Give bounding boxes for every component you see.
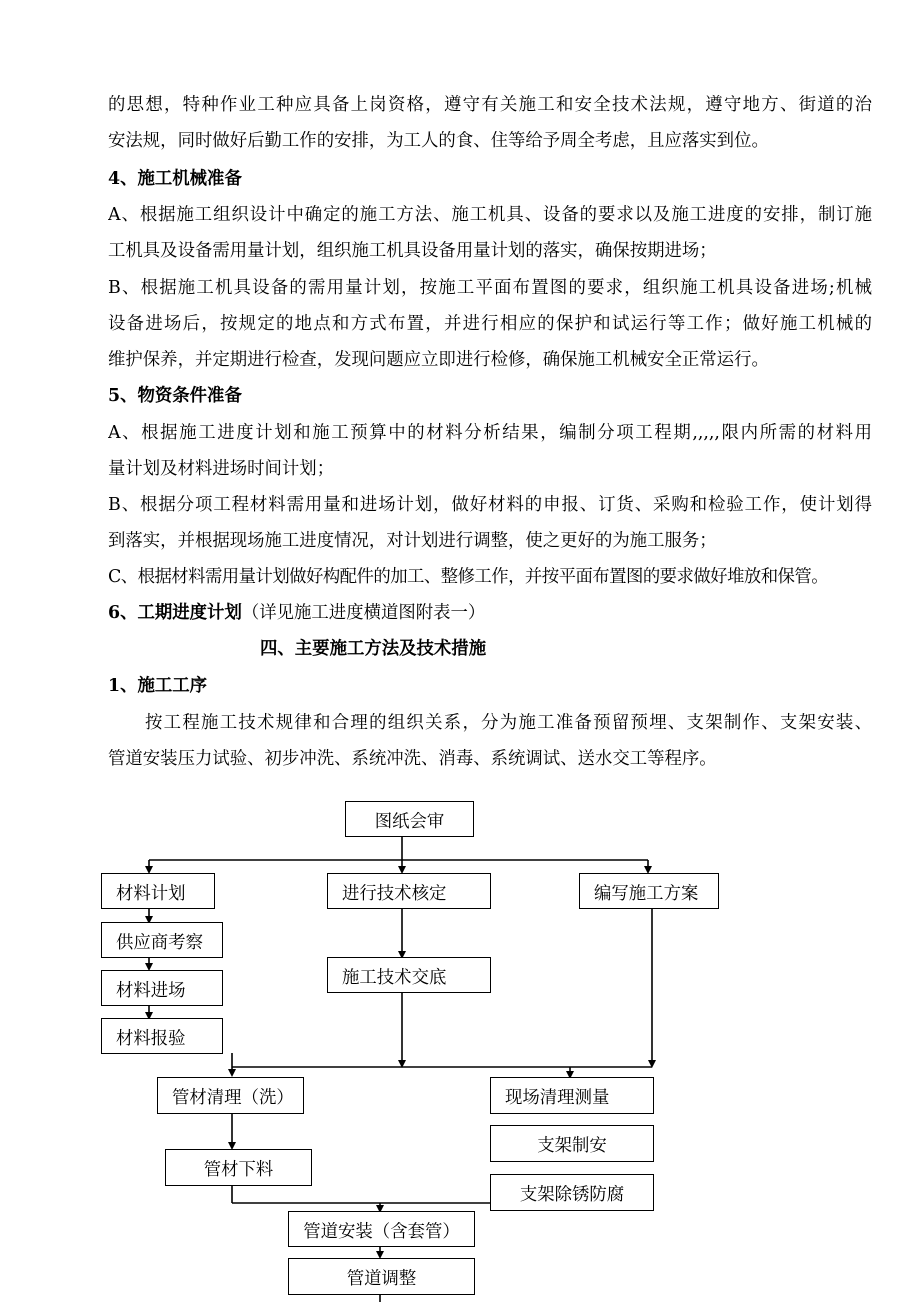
heading-schedule-bold: 6、工期进度计划	[108, 603, 242, 623]
site-survey-box: 现场清理测量	[490, 1077, 654, 1114]
paragraph-line: A、根据施工进度计划和施工预算中的材料分析结果，编制分项工程期,,,,,限内所需的材料用	[108, 423, 872, 443]
paragraph-line: 工机具及设备需用量计划，组织施工机具设备用量计划的落实，确保按期进场；	[108, 241, 717, 261]
construction-plan-box: 编写施工方案	[579, 873, 719, 909]
heading-materials: 5、物资条件准备	[108, 386, 242, 406]
paragraph-line: 到落实，并根据现场施工进度情况，对计划进行调整，使之更好的为施工服务；	[108, 531, 717, 551]
supplier-inspection-box: 供应商考察	[101, 922, 223, 958]
paragraph-line: 设备进场后，按规定的地点和方式布置，并进行相应的保护和试运行等工作；做好施工机械的	[108, 314, 872, 334]
paragraph-line: 安法规，同时做好后勤工作的安排，为工人的食、住等给予周全考虑，且应落实到位。	[108, 131, 769, 151]
tech-verification-box: 进行技术核定	[327, 873, 491, 909]
material-plan-box: 材料计划	[101, 873, 215, 909]
paragraph-line: 的思想，特种作业工种应具备上岗资格，遵守有关施工和安全技术法规，遵守地方、街道的治	[108, 95, 872, 115]
paragraph-line: 维护保养，并定期进行检查，发现问题应立即进行检修，确保施工机械安全正常运行。	[108, 350, 769, 370]
pipe-cutting-box: 管材下料	[165, 1149, 312, 1186]
paragraph-line: A、根据施工组织设计中确定的施工方法、施工机具、设备的要求以及施工进度的安排，制订施	[108, 205, 872, 225]
section-title: 四、主要施工方法及技术措施	[260, 639, 487, 659]
paragraph-line: 量计划及材料进场时间计划；	[108, 459, 335, 479]
pipe-cleaning-box: 管材清理（洗）	[157, 1077, 304, 1114]
material-inspection-box: 材料报验	[101, 1018, 223, 1054]
pipe-adjustment-box: 管道调整	[288, 1258, 475, 1295]
bracket-fabrication-box: 支架制安	[490, 1125, 654, 1162]
bracket-anticorrosion-box: 支架除锈防腐	[490, 1174, 654, 1211]
paragraph-line: B、根据施工机具设备的需用量计划，按施工平面布置图的要求，组织施工机具设备进场;机械	[108, 278, 872, 298]
paragraph-line: C、根据材料需用量计划做好构配件的加工、整修工作，并按平面布置图的要求做好堆放和保管。	[108, 567, 829, 587]
material-arrival-box: 材料进场	[101, 970, 223, 1006]
pipe-installation-box: 管道安装（含套管）	[288, 1211, 475, 1247]
paragraph-line: B、根据分项工程材料需用量和进场计划，做好材料的申报、订货、采购和检验工作，使计划得	[108, 495, 872, 515]
tech-briefing-box: 施工技术交底	[327, 957, 491, 993]
heading-machinery: 4、施工机械准备	[108, 169, 242, 189]
drawing-review-box: 图纸会审	[345, 801, 474, 837]
paragraph-line: 按工程施工技术规律和合理的组织关系，分为施工准备预留预埋、支架制作、支架安装、	[145, 713, 872, 733]
paragraph-line: 管道安装压力试验、初步冲洗、系统冲洗、消毒、系统调试、送水交工等程序。	[108, 749, 717, 769]
heading-schedule-note: （详见施工进度横道图附表一）	[241, 603, 486, 623]
heading-procedure: 1、施工工序	[108, 676, 208, 696]
